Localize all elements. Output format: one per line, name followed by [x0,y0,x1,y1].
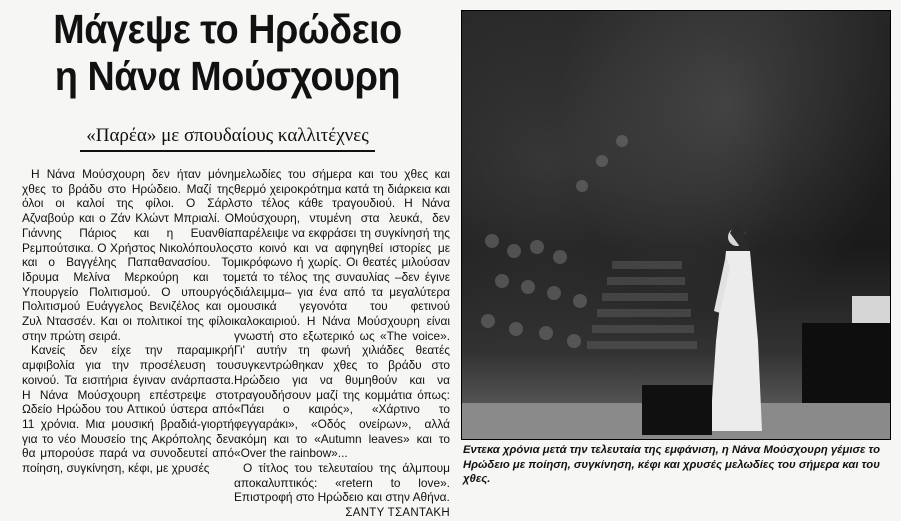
headline-line-1: Μάγεψε το Ηρώδειο [53,6,402,52]
paragraph-2: Κανείς δεν είχε την παραμικρή αμφιβολία για την προσέλευση του κοινού. Τα εισιτήρια έγιναν ανάρπαστα. Η Νάνα Μούσχουρη επέστρεψε στο Ωδείο Ηρώδου του Αττικού ύστερα από 11 χρόνια. Μια μουσική βραδιά-γιορτή για το νέο Μουσείο της Ακρόπολης δεν θα μπορούσε παρά να συνοδευτεί από ποίηση, συγκίνηση, κέφι, με χρυσές [22,343,234,476]
subheadline-container [0,125,455,152]
photo-caption: Εντεκα χρόνια μετά την τελευταία της εμφάνιση, η Νάνα Μούσχουρη γέμισε το Ηρώδειο με ποίηση, συγκίνηση, κέφι και χρυσές μελωδίες του σήμερα και του χθες. [463,444,881,485]
article-column-1 [22,167,234,476]
paragraph-2-continued: μελωδίες του σήμερα και του χθες και θερμό χειροκρότημα κατά τη διάρκεια και στο τέλος κάθε τραγουδιού. Η Νάνα Μούσχουρη, ντυμένη στα λευκά, δεν παρέλειψε να εκφράσει τη συγκίνησή της στο κοινό και να αφηγηθεί ιστορίες με μικρόφωνο ή χωρίς. Οι θεατές μιλούσαν μετά το τέλος της συναυλίας –δεν έγινε διάλειμμα– για ένα από τα μεγαλύτερα μουσικά γεγονότα του φετινού καλοκαιριού. Η Νάνα Μούσχουρη είναι γνωστή στο εξωτερικό ως «The voice». Γι' αυτήν τη φωνή χιλιάδες θεατές συγκεντρώθηκαν χθες το βράδυ στο Ηρώδειο για να θυμηθούν και να τραγουδήσουν μαζί της κομμάτια όπως: «Πάει ο καιρός», «Χάρτινο το φεγγαράκι», «Οδός ονείρων», αλλά ακόμη και το «Autumn leaves» και το «Over the rainbow»... [234,167,450,461]
headline [18,6,437,100]
concert-photo-illustration [462,11,890,439]
subheadline: «Παρέα» με σπουδαίους καλλιτέχνες [80,125,375,152]
article-column-2 [234,167,450,521]
headline-line-2: η Νάνα Μούσχουρη [54,53,401,99]
singer-figure [710,225,762,431]
concert-photo [461,10,891,440]
byline: ΣΑΝΤΥ ΤΣΑΝΤΑΚΗ [345,507,450,520]
paragraph-1: Η Νάνα Μούσχουρη δεν ήταν μόνη χθες το βράδυ στο Ηρώδειο. Μαζί της όλοι οι καλοί της φίλοι. Ο Σάρλ Αζναβούρ και ο Ζάν Κλώντ Μπριαλί. Ο Γιάννης Πάριος και η Ευανθία Ρεμπούτσικα. Ο Χρήστος Νικολόπουλος και ο Βαγγέλης Παπαθανασίου. Το Ιδρυμα Μελίνα Μερκούρη και το Υπουργείο Πολιτισμού. Ο υπουργός Πολιτισμού Ευάγγελος Βενιζέλος και ο Ζυλ Ντασσέν. Και οι πολιτικοί της φίλοι στην πρώτη σειρά. [22,167,234,343]
paragraph-3: Ο τίτλος του τελευταίου της άλμπουμ αποκαλυπτικός: «retern to love». Επιστροφή στο Ηρώδειο και στην Αθήνα. [234,461,450,505]
